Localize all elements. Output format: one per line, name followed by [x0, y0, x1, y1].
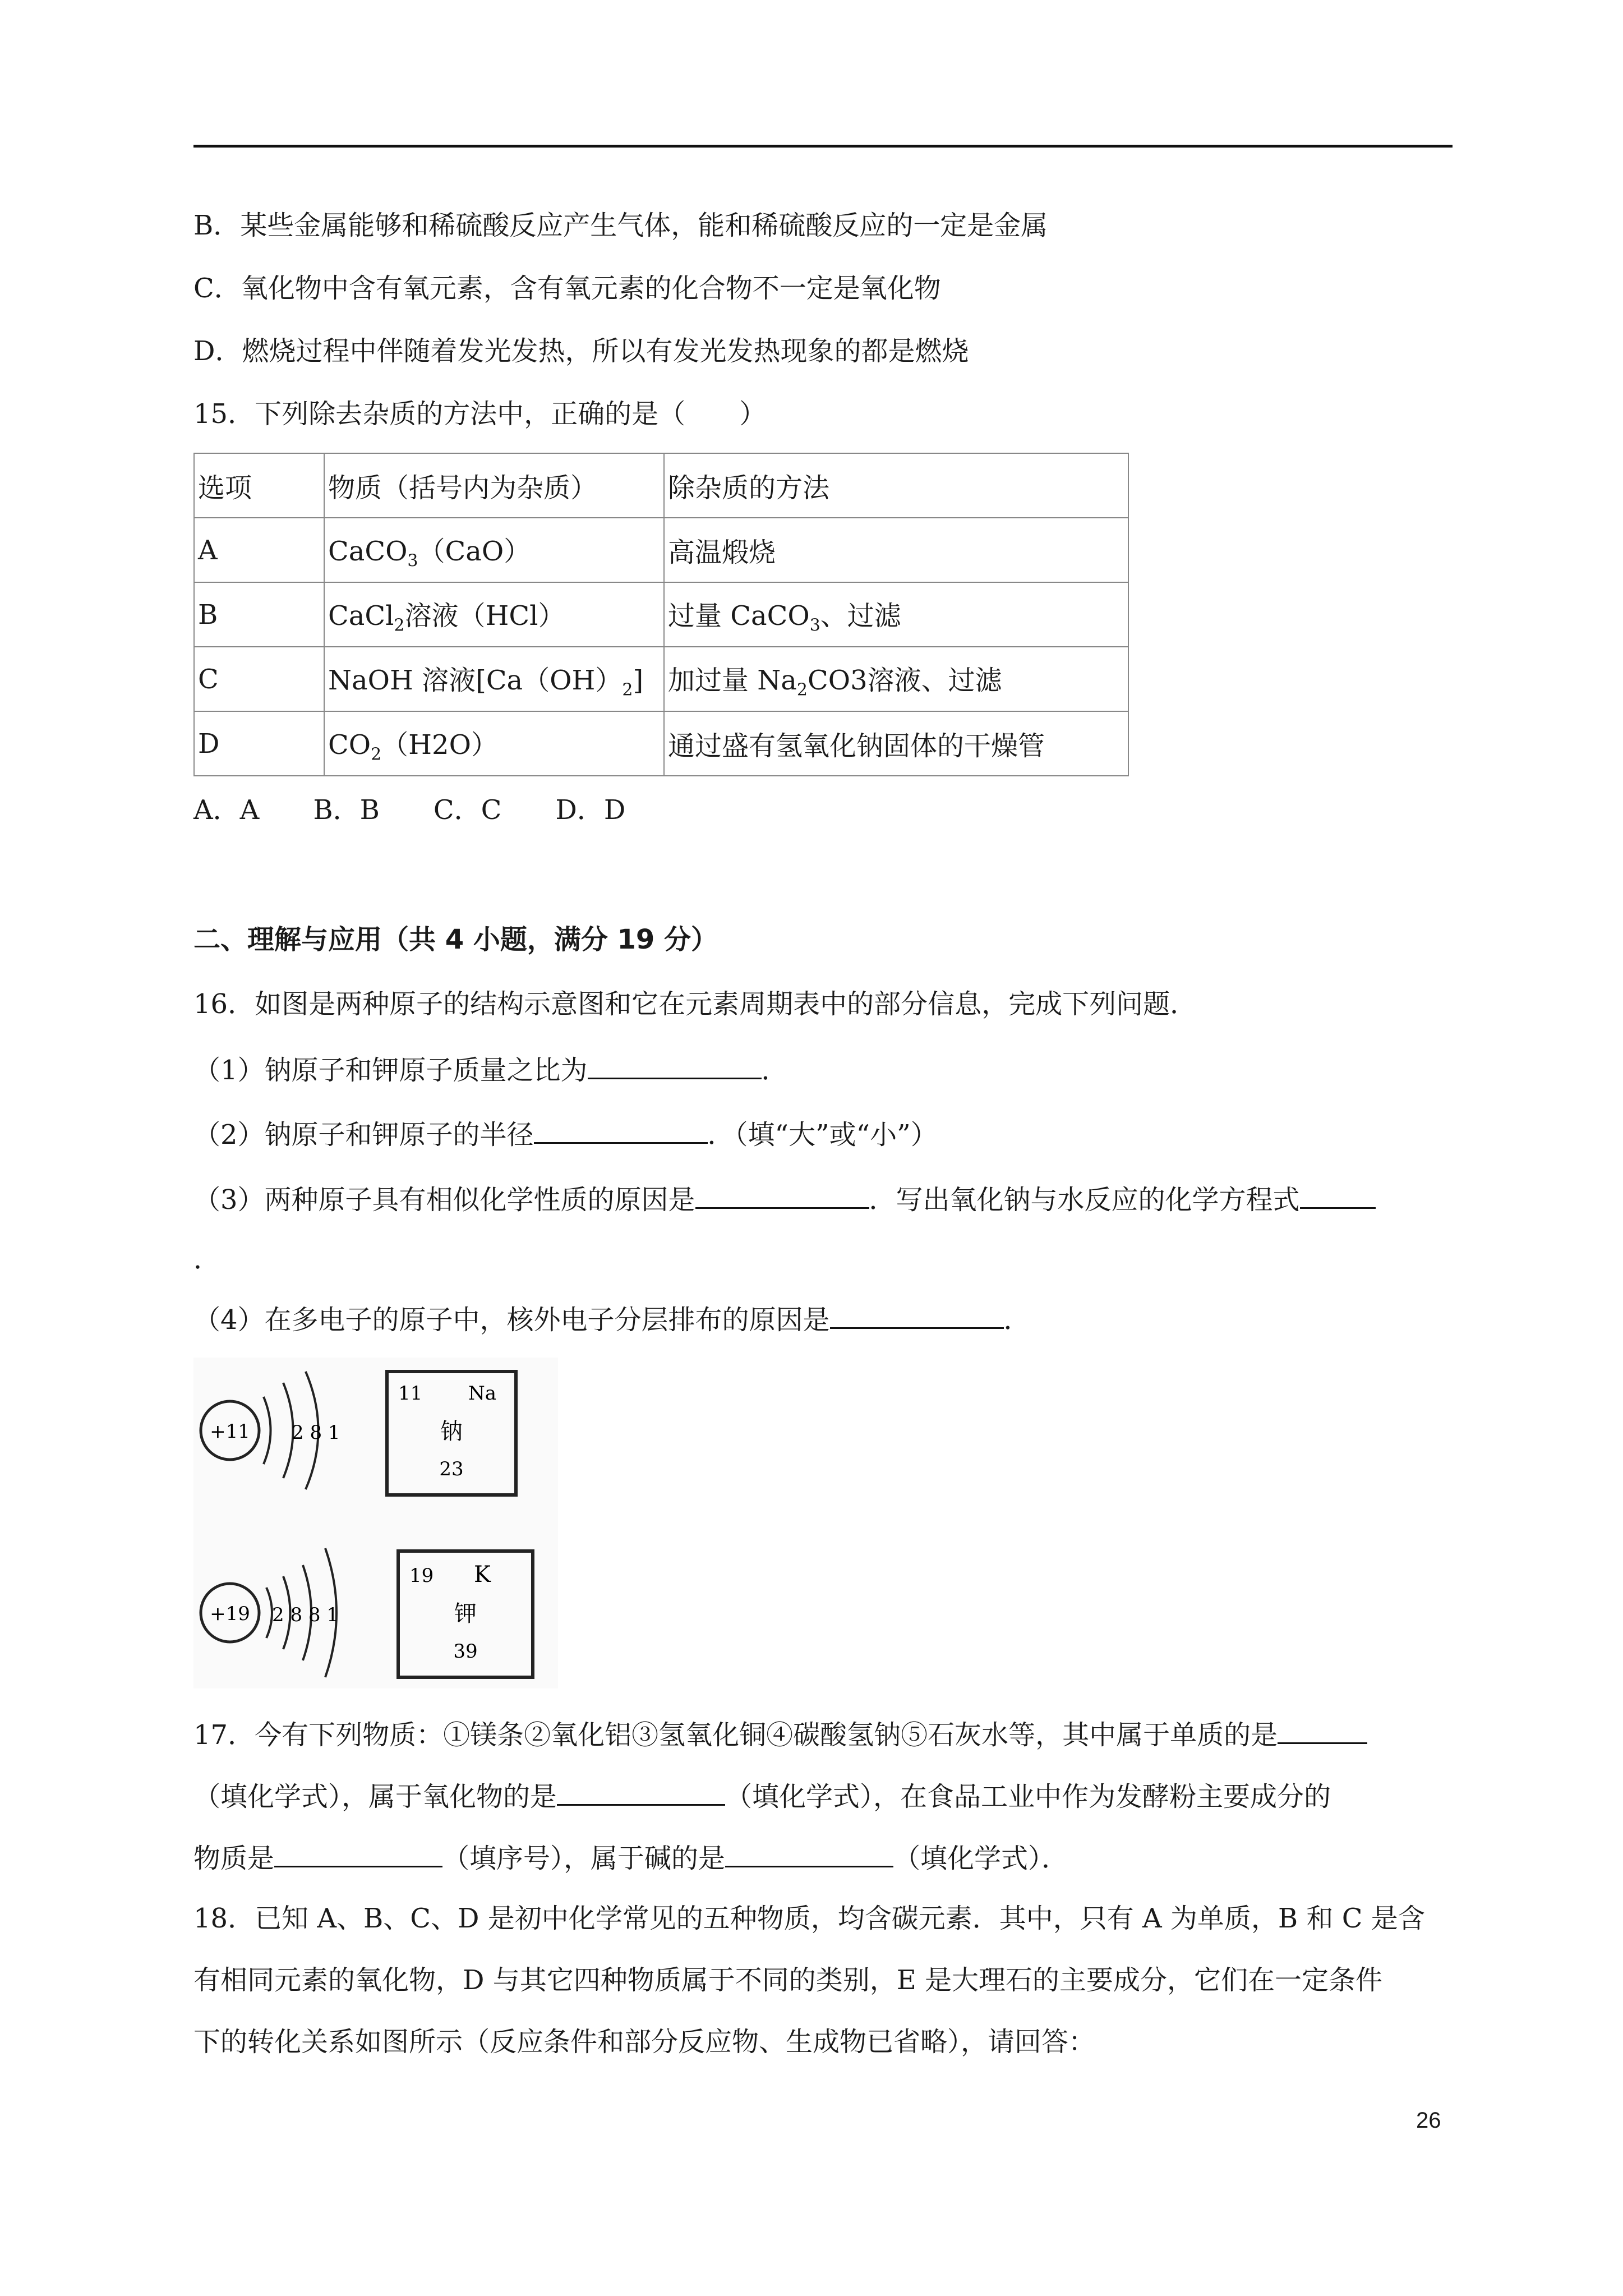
table-header-row — [194, 453, 1128, 518]
page-number: 26 — [1416, 2108, 1441, 2133]
option-cell: D — [194, 711, 324, 776]
method-cell: 加过量 $Na_2CO3$溶液、过滤 — [664, 647, 1128, 711]
question-16-part-1: （1）钠原子和钾原子质量之比为 ． — [193, 1052, 789, 1087]
section-2-title: 二、理解与应用（共 4 小题，满分 19 分） — [193, 924, 718, 955]
question-15-answers: A．A B．B C．C D．D — [193, 794, 626, 826]
option-d: D．燃烧过程中伴随着发光发热，所以有发光发热现象的都是燃烧 — [193, 335, 969, 367]
potassium-nucleus-label: +19 — [210, 1603, 250, 1625]
question-17-line-1: 17．今有下列物质：①镁条②氧化铝③氢氧化铜④碳酸氢钠⑤石灰水等，其中属于单质的是 — [193, 1717, 1367, 1752]
question-16-stem: 16．如图是两种原子的结构示意图和它在元素周期表中的部分信息，完成下列问题． — [193, 988, 1197, 1020]
table-header-cell: 除杂质的方法 — [664, 453, 1128, 518]
question-16-part-3: （3）两种原子具有相似化学性质的原因是 ．写出氧化钠与水反应的化学方程式 — [193, 1181, 1376, 1217]
header-rule — [193, 145, 1453, 148]
substance-cell: CaCl$_2$溶液（HCl） — [324, 582, 664, 647]
answer-blank[interactable] — [274, 1840, 442, 1867]
option-c: C．氧化物中含有氧元素，含有氧元素的化合物不一定是氧化物 — [193, 273, 941, 304]
potassium-shell-label: 2 8 8 1 — [272, 1604, 339, 1626]
potassium-mass: 39 — [453, 1640, 478, 1663]
substance-cell: NaOH 溶液$[Ca(OH)_2]$ — [324, 647, 664, 711]
potassium-name: 钾 — [454, 1601, 477, 1627]
sodium-shell-label: 2 8 1 — [292, 1421, 340, 1444]
substance-cell: $CO_2(H2O)$ — [324, 711, 664, 776]
table-header-cell: 物质（括号内为杂质） — [324, 453, 664, 518]
option-b: B．某些金属能够和稀硫酸反应产生气体，能和稀硫酸反应的一定是金属 — [193, 210, 1048, 241]
table-row — [194, 582, 1128, 647]
sodium-mass: 23 — [439, 1458, 464, 1480]
question-16-part-3-end: ． — [193, 1244, 221, 1275]
sodium-symbol: Na — [468, 1382, 497, 1405]
sodium-nucleus-label: +11 — [210, 1420, 250, 1443]
answer-blank[interactable] — [1300, 1181, 1376, 1209]
option-cell: C — [194, 647, 324, 711]
answer-blank[interactable] — [557, 1778, 725, 1806]
question-15-stem: 15．下列除去杂质的方法中，正确的是（ ） — [193, 398, 767, 430]
potassium-symbol: K — [474, 1562, 491, 1588]
method-cell: 通过盛有氢氧化钠固体的干燥管 — [664, 711, 1128, 776]
question-17-line-2: （填化学式），属于氧化物的是 （填化学式），在食品工业中作为发酵粉主要成分的 — [193, 1778, 1331, 1814]
question-17-line-3: 物质是 （填序号），属于碱的是 （填化学式）． — [193, 1840, 1068, 1875]
sodium-atomic-number: 11 — [398, 1382, 423, 1405]
substance-cell: CaCO$_3$（CaO） — [324, 518, 664, 582]
question-16-part-2: （2）钠原子和钾原子的半径 ．（填“大”或“小”） — [193, 1116, 938, 1152]
sodium-name: 钠 — [440, 1419, 463, 1444]
table-header-cell: 选项 — [194, 453, 324, 518]
atom-structure-figure — [193, 1358, 558, 1688]
answer-blank[interactable] — [830, 1301, 1004, 1329]
answer-blank[interactable] — [725, 1840, 893, 1867]
table-row — [194, 647, 1128, 711]
answer-blank[interactable] — [1278, 1717, 1367, 1744]
question-18-line-1: 18．已知 A、B、C、D 是初中化学常见的五种物质，均含碳元素．其中，只有 A 为单质，B 和 C 是含 — [193, 1903, 1425, 1934]
question-18-line-3: 下的转化关系如图所示（反应条件和部分反应物、生成物已省略），请回答： — [193, 2026, 1096, 2058]
answer-blank[interactable] — [534, 1116, 708, 1144]
potassium-atomic-number: 19 — [409, 1565, 434, 1587]
table-row — [194, 518, 1128, 582]
question-18-line-2: 有相同元素的氧化物，D 与其它四种物质属于不同的类别，E 是大理石的主要成分，它们在一定条件 — [193, 1964, 1383, 1996]
question-16-part-4: （4）在多电子的原子中，核外电子分层排布的原因是 ． — [193, 1301, 1031, 1337]
impurity-table — [193, 453, 1129, 776]
answer-blank[interactable] — [588, 1052, 762, 1079]
option-cell: A — [194, 518, 324, 582]
option-cell: B — [194, 582, 324, 647]
method-cell: 过量 CaCO$_3$、过滤 — [664, 582, 1128, 647]
method-cell: 高温煅烧 — [664, 518, 1128, 582]
table-row — [194, 711, 1128, 776]
answer-blank[interactable] — [695, 1181, 869, 1209]
